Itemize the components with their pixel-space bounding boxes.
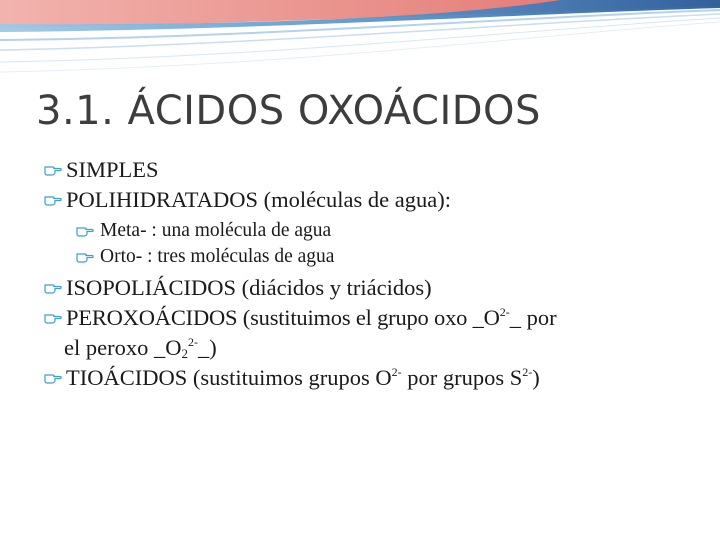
hand-pointing-icon <box>44 282 62 294</box>
bullet-text: PEROXOÁCIDOS (sustituimos el grupo oxo _O <box>66 305 500 330</box>
charge-superscript: 2- <box>499 305 510 319</box>
hand-pointing-icon <box>44 312 62 324</box>
bullet-text: Meta- : una molécula de agua <box>100 220 332 241</box>
charge-superscript: 2- <box>187 335 198 349</box>
slide-title: 3.1. ÁCIDOS OXOÁCIDOS <box>36 88 541 134</box>
bullet-text: SIMPLES <box>66 157 159 182</box>
sub-bullet-orto <box>76 244 704 270</box>
hand-pointing-icon <box>44 194 62 206</box>
bullet-text: el peroxo _O <box>64 335 182 360</box>
bullet-text: ISOPOLIÁCIDOS (diácidos y triácidos) <box>66 275 432 300</box>
hand-pointing-icon <box>44 372 62 384</box>
charge-superscript: 2- <box>391 365 402 379</box>
charge-superscript: 2- <box>522 365 533 379</box>
bullet-text: _ por <box>509 305 557 330</box>
bullet-list <box>44 155 704 393</box>
bullet-text: ) <box>532 365 540 390</box>
bullet-item-polihidratados <box>44 185 704 215</box>
bullet-text: _) <box>197 335 217 360</box>
subscript: 2 <box>181 346 188 361</box>
bullet-continuation <box>64 333 704 363</box>
hand-pointing-icon <box>44 164 62 176</box>
bullet-item-peroxoacidos <box>44 303 704 363</box>
bullet-item-tioacidos <box>44 363 704 393</box>
header-banner <box>0 0 720 90</box>
hand-pointing-icon <box>76 251 94 263</box>
hand-pointing-icon <box>76 225 94 237</box>
bullet-item-simples <box>44 155 704 185</box>
bullet-text: TIOÁCIDOS (sustituimos grupos O <box>66 365 392 390</box>
bullet-item-isopoliacidos <box>44 273 704 303</box>
sub-bullet-meta <box>76 218 704 244</box>
bullet-text: por grupos S <box>401 365 523 390</box>
bullet-text: Orto- : tres moléculas de agua <box>100 246 335 267</box>
bullet-text: POLIHIDRATADOS (moléculas de agua): <box>66 187 451 212</box>
